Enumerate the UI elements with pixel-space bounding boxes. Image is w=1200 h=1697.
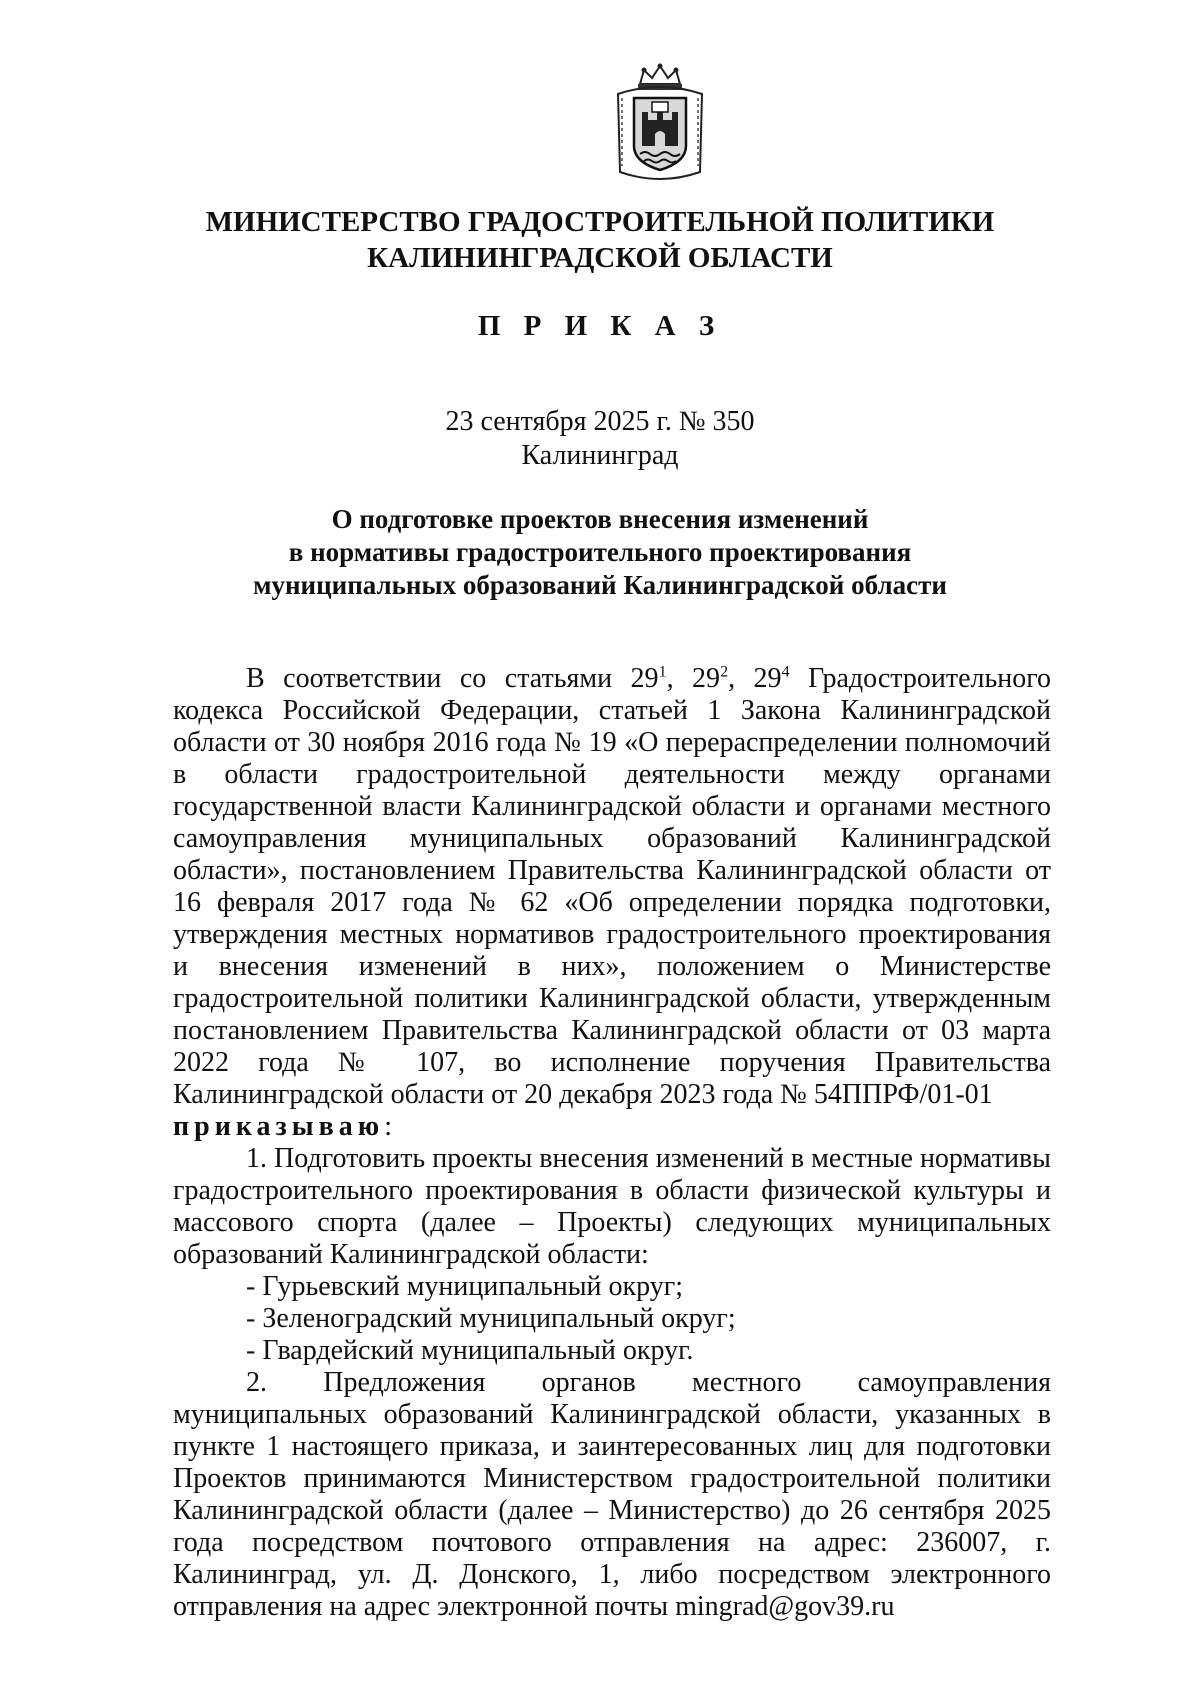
order-line: [173, 1111, 1051, 1143]
item-2: 2. Предложения органов местного самоуправления муниципальных образований Калининградской области, указанных в пункте 1 настоящего приказа, и заинтересованных лиц для подготовки Проектов принимаются Министерством градостроительной политики Калининградской области (далее – Министерство) до 26 сентября 2025 года посредством почтового отправления на адрес: 236007, г. Калининград, ул. Д. Донского, 1, либо посредством электронного отправления на адрес электронной почты mingrad@gov39.ru: [173, 1367, 1051, 1622]
document-body: [173, 663, 1051, 1623]
ministry-line-2: КАЛИНИНГРАДСКОЙ ОБЛАСТИ: [367, 242, 833, 274]
order-colon: :: [384, 1111, 392, 1142]
district-item: - Гурьевский муниципальный округ;: [246, 1271, 684, 1302]
preamble-paragraph: [173, 663, 1051, 1111]
title-line-3: муниципальных образований Калининградской области: [253, 570, 947, 600]
date-and-number: 23 сентября 2025 г. № 350: [445, 406, 755, 437]
ministry-line-1: МИНИСТЕРСТВО ГРАДОСТРОИТЕЛЬНОЙ ПОЛИТИКИ: [205, 206, 995, 238]
title-line-2: в нормативы градостроительного проектирования: [288, 537, 912, 567]
item-1: 1. Подготовить проекты внесения изменений в местные нормативы градостроительного проектирования в области физической культуры и массового спорта (далее – Проекты) следующих муниципальных образований Калининградской области:: [173, 1143, 1051, 1270]
preamble-text-1: В соответствии со статьями 29: [246, 663, 659, 694]
superscript-4: 4: [781, 663, 790, 681]
document-title: [0, 503, 1200, 602]
ministry-heading: [0, 204, 1200, 276]
city: Калининград: [521, 440, 679, 471]
superscript-1: 1: [658, 663, 667, 681]
preamble-text-3: , 29: [728, 663, 782, 694]
district-item: - Зеленоградский муниципальный округ;: [246, 1303, 736, 1334]
preamble-text-4: Градостроительного кодекса Российской Федерации, статьей 1 Закона Калининградской области от 30 ноября 2016 года № 19 «О перераспределении полномочий в области градостроительной деятельности между органами государственной власти Калининградской области и органами местного самоуправления муниципальных образований Калининградской области», постановлением Правительства Калининградской области от 16 февраля 2017 года № 62 «Об определении порядка подготовки, утверждения местных нормативов градостроительного проектирования и внесения изменений в них», положением о Министерстве градостроительной политики Калининградской области, утвержденным постановлением Правительства Калининградской области от 03 марта 2022 года № 107, во исполнение поручения Правительства Калининградской области от 20 декабря 2023 года № 54ППРФ/01-01: [173, 663, 1052, 1110]
document-type: П Р И К А З: [477, 310, 723, 342]
superscript-2: 2: [720, 663, 729, 681]
order-word: приказываю: [173, 1111, 385, 1142]
district-item: - Гвардейский муниципальный округ.: [246, 1335, 694, 1366]
preamble-text-2: , 29: [666, 663, 721, 694]
coat-of-arms-emblem: [612, 62, 708, 186]
title-line-1: О подготовке проектов внесения изменений: [331, 504, 869, 534]
date-block: [0, 405, 1200, 473]
